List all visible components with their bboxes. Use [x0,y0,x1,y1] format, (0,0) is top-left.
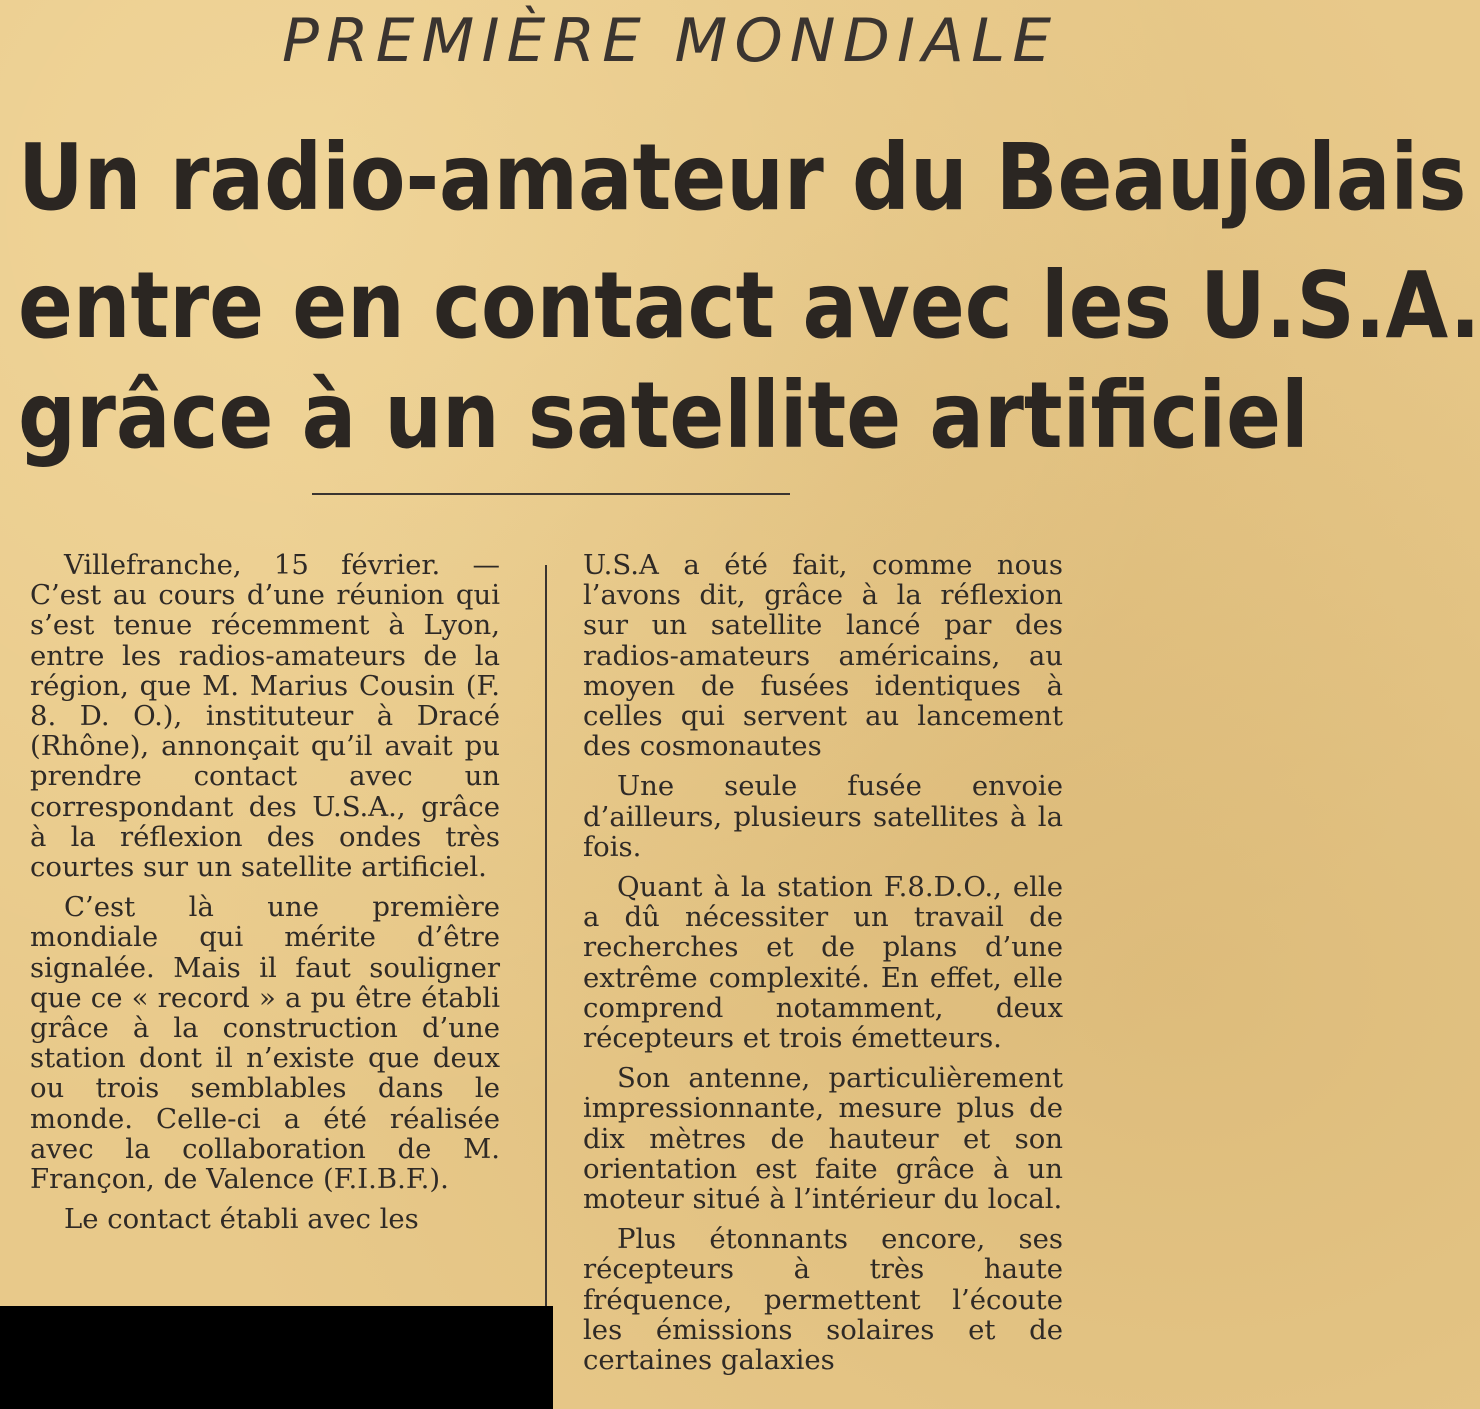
paragraph: Quant à la station F.8.D.O., elle a dû nécessiter un travail de recherches et de plans d’une extrême complexité. En effet, elle comprend notamment, deux récepteurs et trois émetteurs. [583,871,1063,1055]
paragraph: C’est là une première mondiale qui mérite d’être signalée. Mais il faut souligner que ce « record » a pu être établi grâce à la construction d’une station dont il n’existe que deux ou trois semblables dans le monde. Celle-ci a été réalisée avec la collaboration de M. Françon, de Valence (F.I.B.F.). [30,891,500,1196]
paragraph: Une seule fusée envoie d’ailleurs, plusieurs satellites à la fois. [583,770,1063,863]
article-column-right [583,550,1063,1385]
paragraph: Villefranche, 15 février. — C’est au cours d’une réunion qui s’est tenue récemment à Lyon, entre les radios-amateurs de la région, que M. Marius Cousin (F. 8. D. O.), instituteur à Dracé (Rhône), annonçait qu’il avait pu prendre contact avec un correspondant des U.S.A., grâce à la réflexion des ondes très courtes sur un satellite artificiel. [30,549,500,884]
paragraph: Le contact établi avec les [64,1203,419,1236]
column-divider [545,565,547,1310]
kicker-title: PREMIÈRE MONDIALE [282,6,1059,76]
headline-line-1: Un radio-amateur du Beaujolais [18,124,1467,231]
redaction-block [0,1306,553,1409]
paragraph: U.S.A a été fait, comme nous l’avons dit, grâce à la réflexion sur un satellite lancé par des radios-amateurs américains, au moyen de fusées identiques à celles qui servent au lancement des cosmonautes [583,549,1063,763]
paragraph: Son antenne, particulièrement impressionnante, mesure plus de dix mètres de hauteur et son orientation est faite grâce à un moteur situé à l’intérieur du local. [583,1062,1063,1216]
headline-line-3: grâce à un satellite artificiel [18,362,1309,469]
headline-rule [312,493,790,495]
headline-line-2: entre en contact avec les U.S.A. [18,252,1480,359]
paragraph: Plus étonnants encore, ses récepteurs à très haute fréquence, permettent l’écoute les émissions solaires et de certaines galaxies [583,1223,1063,1377]
article-column-left [30,550,500,1244]
